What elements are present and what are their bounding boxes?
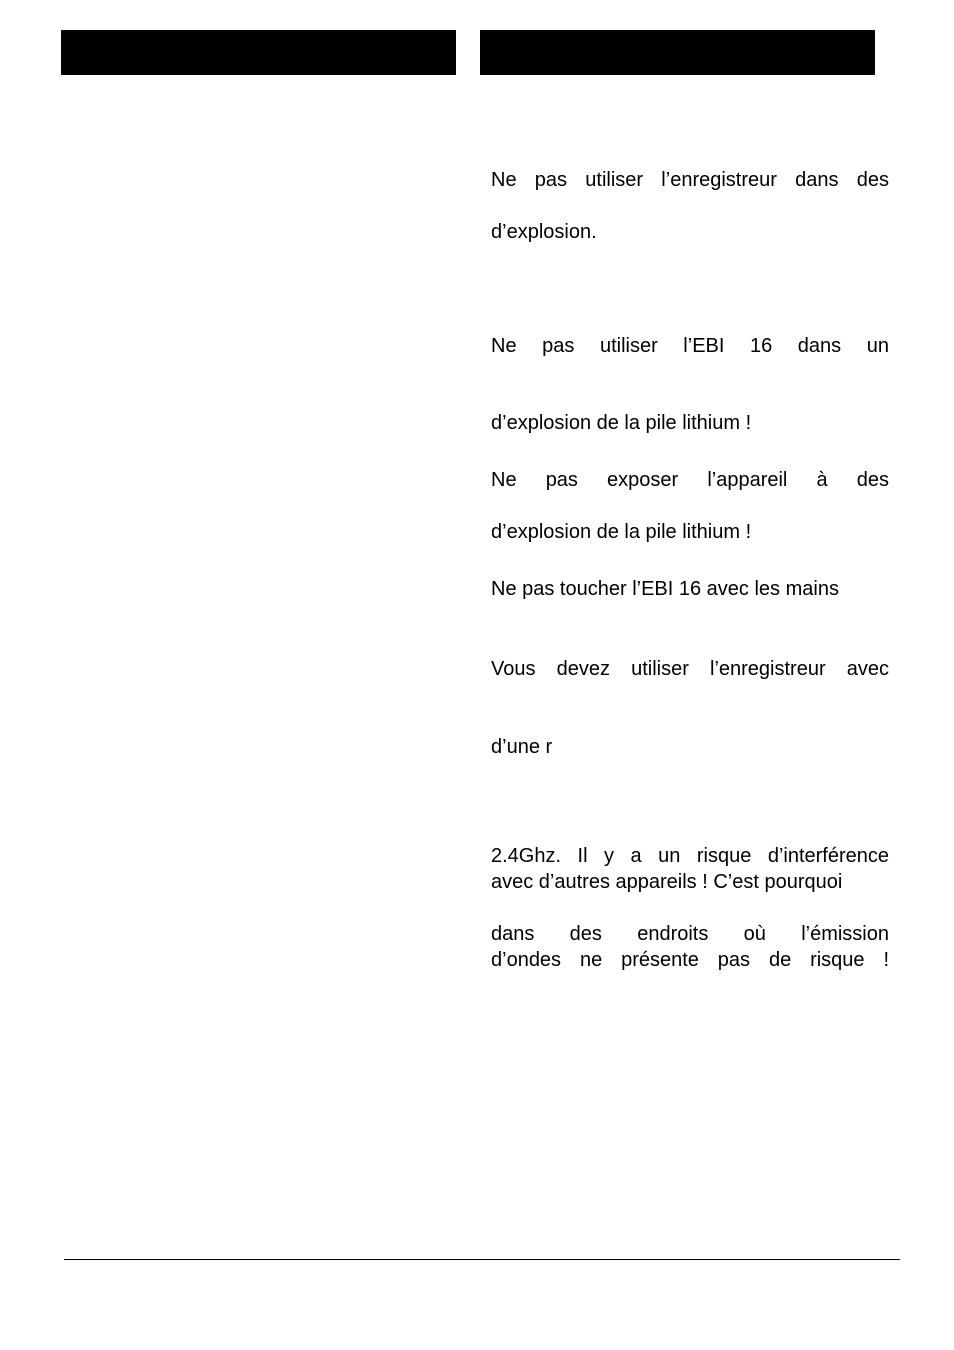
text-line: Ne pas utiliser l’enregistreur dans des <box>491 169 889 191</box>
text-line: dans des endroits où l’émission <box>491 923 889 945</box>
text-line: Ne pas toucher l’EBI 16 avec les mains <box>491 578 839 600</box>
text-line: d’explosion de la pile lithium ! <box>491 412 752 434</box>
text-line: 2.4Ghz. Il y a un risque d’interférence <box>491 845 889 867</box>
text-line: Vous devez utiliser l’enregistreur avec <box>491 658 889 680</box>
text-line: d’explosion. <box>491 221 597 243</box>
text-line: d’ondes ne présente pas de risque ! <box>491 949 889 971</box>
text-line: d’une r <box>491 736 553 758</box>
header-bar-right <box>480 30 875 75</box>
header-bar-left <box>61 30 456 75</box>
footer-rule <box>64 1259 900 1260</box>
text-line: avec d’autres appareils ! C’est pourquoi <box>491 871 843 893</box>
text-line: Ne pas exposer l’appareil à des <box>491 469 889 491</box>
text-line: Ne pas utiliser l’EBI 16 dans un <box>491 335 889 357</box>
text-line: d’explosion de la pile lithium ! <box>491 521 752 543</box>
